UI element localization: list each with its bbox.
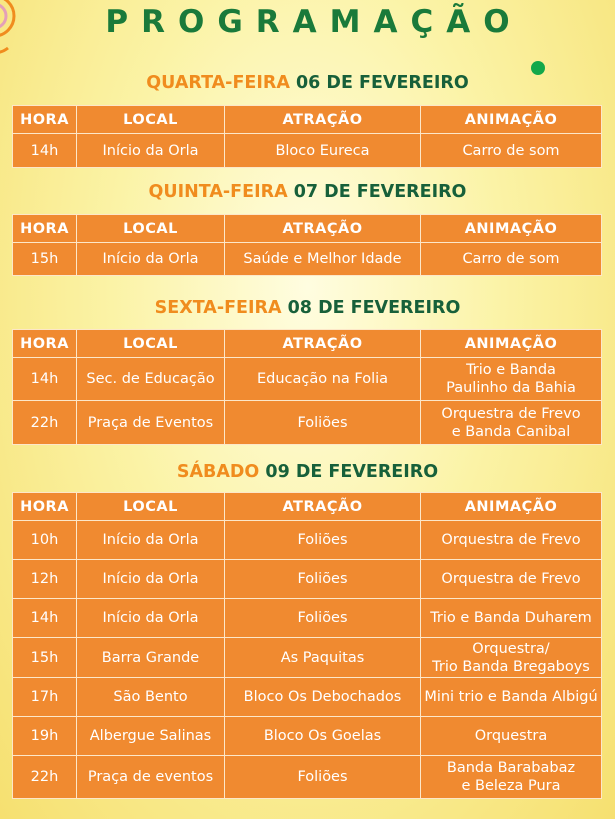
day-heading-1 <box>0 73 615 93</box>
cell-hora: 15h <box>13 638 77 678</box>
cell-local: Barra Grande <box>77 638 225 678</box>
cell-atracao: Foliões <box>225 560 421 599</box>
cell-local: Praça de eventos <box>77 756 225 799</box>
cell-animacao: Orquestra de Frevo <box>421 560 602 599</box>
cell-atracao: Foliões <box>225 521 421 560</box>
day-heading-4 <box>0 462 615 482</box>
schedule-table-1 <box>12 105 602 168</box>
cell-local: Início da Orla <box>77 243 225 276</box>
date: 09 DE FEVEREIRO <box>265 462 439 482</box>
day-heading-2 <box>0 182 615 202</box>
table-row <box>13 678 602 717</box>
weekday: SEXTA-FEIRA <box>154 298 282 318</box>
table-header-row <box>13 330 602 358</box>
col-hora: HORA <box>13 215 77 243</box>
cell-hora: 14h <box>13 134 77 168</box>
cell-animacao: Trio e Banda Paulinho da Bahia <box>421 358 602 401</box>
cell-atracao: As Paquitas <box>225 638 421 678</box>
cell-animacao: Trio e Banda Duharem <box>421 599 602 638</box>
col-animacao: ANIMAÇÃO <box>421 493 602 521</box>
cell-animacao: Orquestra/ Trio Banda Bregaboys <box>421 638 602 678</box>
cell-local: São Bento <box>77 678 225 717</box>
cell-atracao: Bloco Eureca <box>225 134 421 168</box>
cell-local: Praça de Eventos <box>77 401 225 445</box>
table-row <box>13 358 602 401</box>
cell-animacao: Orquestra de Frevo <box>421 521 602 560</box>
cell-atracao: Educação na Folia <box>225 358 421 401</box>
cell-local: Início da Orla <box>77 521 225 560</box>
cell-hora: 22h <box>13 401 77 445</box>
table-row <box>13 521 602 560</box>
col-local: LOCAL <box>77 106 225 134</box>
day-heading-3 <box>0 298 615 318</box>
col-atracao: ATRAÇÃO <box>225 215 421 243</box>
cell-animacao: Orquestra de Frevo e Banda Canibal <box>421 401 602 445</box>
cell-atracao: Foliões <box>225 599 421 638</box>
cell-animacao: Mini trio e Banda Albigú <box>421 678 602 717</box>
col-animacao: ANIMAÇÃO <box>421 106 602 134</box>
date: 07 DE FEVEREIRO <box>293 182 467 202</box>
cell-animacao: Orquestra <box>421 717 602 756</box>
table-row <box>13 717 602 756</box>
date: 06 DE FEVEREIRO <box>295 73 469 93</box>
cell-local: Início da Orla <box>77 560 225 599</box>
schedule-table-3 <box>12 329 602 445</box>
table-row <box>13 243 602 276</box>
cell-atracao: Bloco Os Debochados <box>225 678 421 717</box>
col-animacao: ANIMAÇÃO <box>421 330 602 358</box>
table-header-row <box>13 493 602 521</box>
col-local: LOCAL <box>77 493 225 521</box>
col-local: LOCAL <box>77 215 225 243</box>
table-row <box>13 638 602 678</box>
cell-hora: 19h <box>13 717 77 756</box>
table-row <box>13 756 602 799</box>
table-row <box>13 560 602 599</box>
cell-animacao: Carro de som <box>421 134 602 168</box>
date: 08 DE FEVEREIRO <box>287 298 461 318</box>
cell-hora: 22h <box>13 756 77 799</box>
cell-animacao: Carro de som <box>421 243 602 276</box>
col-atracao: ATRAÇÃO <box>225 493 421 521</box>
cell-animacao: Banda Barababaz e Beleza Pura <box>421 756 602 799</box>
schedule-table-2 <box>12 214 602 276</box>
col-animacao: ANIMAÇÃO <box>421 215 602 243</box>
col-hora: HORA <box>13 493 77 521</box>
table-row <box>13 134 602 168</box>
table-row <box>13 599 602 638</box>
page-title: PROGRAMAÇÃO <box>105 4 523 40</box>
cell-local: Início da Orla <box>77 134 225 168</box>
col-hora: HORA <box>13 106 77 134</box>
cell-hora: 14h <box>13 599 77 638</box>
cell-hora: 17h <box>13 678 77 717</box>
table-header-row <box>13 106 602 134</box>
weekday: QUARTA-FEIRA <box>146 73 290 93</box>
weekday: QUINTA-FEIRA <box>148 182 288 202</box>
weekday: SÁBADO <box>176 462 260 482</box>
cell-atracao: Saúde e Melhor Idade <box>225 243 421 276</box>
cell-atracao: Foliões <box>225 401 421 445</box>
cell-hora: 10h <box>13 521 77 560</box>
table-header-row <box>13 215 602 243</box>
col-atracao: ATRAÇÃO <box>225 330 421 358</box>
col-atracao: ATRAÇÃO <box>225 106 421 134</box>
col-local: LOCAL <box>77 330 225 358</box>
cell-local: Início da Orla <box>77 599 225 638</box>
cell-atracao: Foliões <box>225 756 421 799</box>
cell-local: Sec. de Educação <box>77 358 225 401</box>
schedule-table-4 <box>12 492 602 799</box>
cell-hora: 12h <box>13 560 77 599</box>
cell-local: Albergue Salinas <box>77 717 225 756</box>
table-row <box>13 401 602 445</box>
col-hora: HORA <box>13 330 77 358</box>
cell-atracao: Bloco Os Goelas <box>225 717 421 756</box>
cell-hora: 14h <box>13 358 77 401</box>
cell-hora: 15h <box>13 243 77 276</box>
